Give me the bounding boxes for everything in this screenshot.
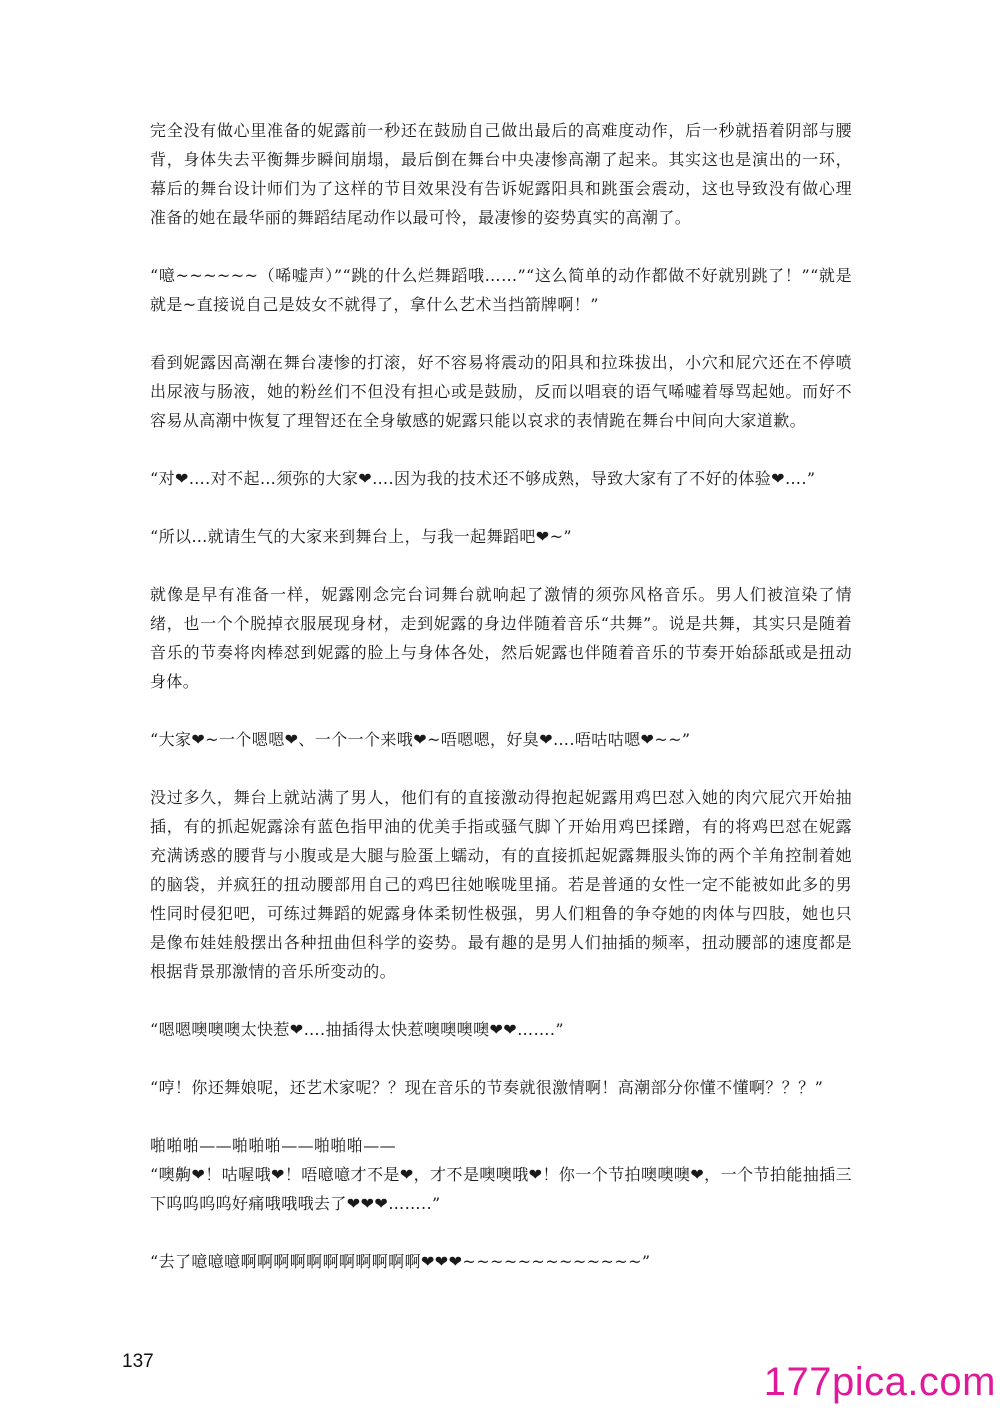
paragraph: “去了噫噫噫啊啊啊啊啊啊啊啊啊啊啊❤❤❤~~~~~~~~~~~~~” [150,1252,651,1271]
paragraph: 就像是早有准备一样，妮露刚念完台词舞台就响起了激情的须弥风格音乐。男人们被渲染了情绪，也一个个脱掉衣服展现身材，走到妮露的身边伴随着音乐“共舞”。说是共舞，其实只是随着音乐的节奏将肉棒怼到妮露的脸上与身体各处，然后妮露也伴随着音乐的节奏开始舔舐或是扭动身体。 [150,585,852,691]
paragraph: “哼！你还舞娘呢，还艺术家呢？？现在音乐的节奏就很激情啊！高潮部分你懂不懂啊？？？” [150,1078,824,1097]
page-number: 137 [122,1351,154,1372]
paragraph: 完全没有做心里准备的妮露前一秒还在鼓励自己做出最后的高难度动作，后一秒就捂着阴部与腰背，身体失去平衡舞步瞬间崩塌，最后倒在舞台中央凄惨高潮了起来。其实这也是演出的一环，幕后的舞台设计师们为了这样的节目效果没有告诉妮露阳具和跳蛋会震动，这也导致没有做心理准备的她在最华丽的舞蹈结尾动作以最可怜，最凄惨的姿势真实的高潮了。 [150,121,852,227]
paragraph: “对❤….对不起…须弥的大家❤….因为我的技术还不够成熟，导致大家有了不好的体验❤….” [150,469,816,488]
paragraph: 没过多久，舞台上就站满了男人，他们有的直接激动得抱起妮露用鸡巴怼入她的肉穴屁穴开始抽插，有的抓起妮露涂有蓝色指甲油的优美手指或骚气脚丫开始用鸡巴揉蹭，有的将鸡巴怼在妮露充满诱惑的腰背与小腹或是大腿与脸蛋上蠕动，有的直接抓起妮露舞服头饰的两个羊角控制着她的脑袋，并疯狂的扭动腰部用自己的鸡巴往她喉咙里捅。若是普通的女性一定不能被如此多的男性同时侵犯吧，可练过舞蹈的妮露身体柔韧性极强，男人们粗鲁的争夺她的肉体与四肢，她也只是像布娃娃般摆出各种扭曲但科学的姿势。最有趣的是男人们抽插的频率，扭动腰部的速度都是根据背景那激情的音乐所变动的。 [150,788,852,981]
paragraph: “大家❤~一个嗯嗯❤、一个一个来哦❤~唔嗯嗯，好臭❤….唔咕咕嗯❤~~” [150,730,691,749]
body-text [150,116,852,1276]
sound-effect-line: 啪啪啪——啪啪啪——啪啪啪—— [150,1136,397,1155]
paragraph: “嗯嗯噢噢噢太快惹❤….抽插得太快惹噢噢噢噢❤❤…….” [150,1020,564,1039]
paragraph: 看到妮露因高潮在舞台凄惨的打滚，好不容易将震动的阳具和拉珠拔出，小穴和屁穴还在不停喷出尿液与肠液，她的粉丝们不但没有担心或是鼓励，反而以唱衰的语气唏嘘着辱骂起她。而好不容易从高潮中恢复了理智还在全身敏感的妮露只能以哀求的表情跪在舞台中间向大家道歉。 [150,353,852,430]
watermark: 177pica.com [763,1360,996,1404]
paragraph: “噢齁❤！咕喔哦❤！唔噫噫才不是❤，才不是噢噢哦❤！你一个节拍噢噢噢❤，一个节拍能抽插三下呜呜呜呜好痛哦哦哦去了❤❤❤……..” [150,1165,852,1213]
paragraph: “所以…就请生气的大家来到舞台上，与我一起舞蹈吧❤~” [150,527,572,546]
paragraph: “噫~~~~~~（唏嘘声）”“跳的什么烂舞蹈哦……”“这么简单的动作都做不好就别跳了！”“就是就是~直接说自己是妓女不就得了，拿什么艺术当挡箭牌啊！” [150,266,852,314]
